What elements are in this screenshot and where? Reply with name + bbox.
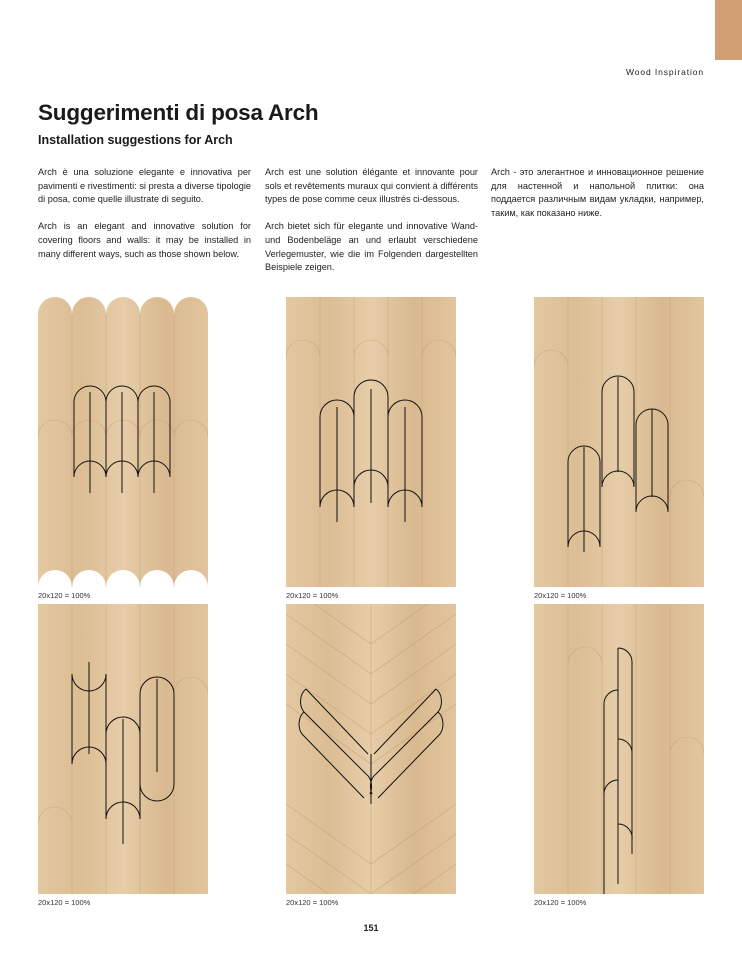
paragraph-italian: Arch è una soluzione elegante e innovativa per pavimenti e rivestimenti: si presta a diverse tipologie di posa, come quelle illustrate di seguito. <box>38 167 251 205</box>
panel-caption: 20x120 = 100% <box>38 898 91 907</box>
paragraph-english: Arch is an elegant and innovative solution for covering floors and walls: it may be installed in many different ways, such as those shown below. <box>38 221 251 259</box>
layout-panel-3 <box>534 297 704 600</box>
section-label: Wood Inspiration <box>625 67 704 77</box>
text-column-italian-english <box>38 166 251 275</box>
paragraph-french: Arch est une solution élégante et innovante pour sols et revêtements muraux qui convient à différents types de pose comme ceux illustrés ci-dessous. <box>265 167 478 205</box>
layout-illustration <box>38 297 208 587</box>
panel-caption: 20x120 = 100% <box>534 898 587 907</box>
page-number: 151 <box>363 923 379 933</box>
chapter-tab <box>715 0 742 60</box>
layout-illustration <box>286 297 456 587</box>
layout-illustration <box>286 604 456 894</box>
layout-panel-2 <box>286 297 456 600</box>
layout-panel-6 <box>534 604 704 907</box>
layout-illustration <box>38 604 208 894</box>
layout-panel-4 <box>38 604 208 907</box>
panel-caption: 20x120 = 100% <box>534 591 587 600</box>
layout-panel-1 <box>38 297 208 600</box>
page-subtitle: Installation suggestions for Arch <box>38 133 233 147</box>
panel-caption: 20x120 = 100% <box>286 898 339 907</box>
text-column-french-german <box>265 166 478 288</box>
page-title: Suggerimenti di posa Arch <box>38 100 319 125</box>
layout-illustration <box>534 604 704 894</box>
text-column-russian <box>491 166 704 234</box>
layout-panel-5 <box>286 604 456 907</box>
layout-illustration <box>534 297 704 587</box>
paragraph-german: Arch bietet sich für elegante und innovative Wand- und Bodenbeläge an und erlaubt verschiedene Verlegemuster, wie die im Folgenden dargestellten Beispiele zeigen. <box>265 221 478 273</box>
panel-caption: 20x120 = 100% <box>38 591 91 600</box>
paragraph-russian: Arch - это элегантное и инновационное решение для настенной и напольной плитки: она поддается различным видам укладки, например, таким, как показано ниже. <box>491 167 704 218</box>
panel-caption: 20x120 = 100% <box>286 591 339 600</box>
